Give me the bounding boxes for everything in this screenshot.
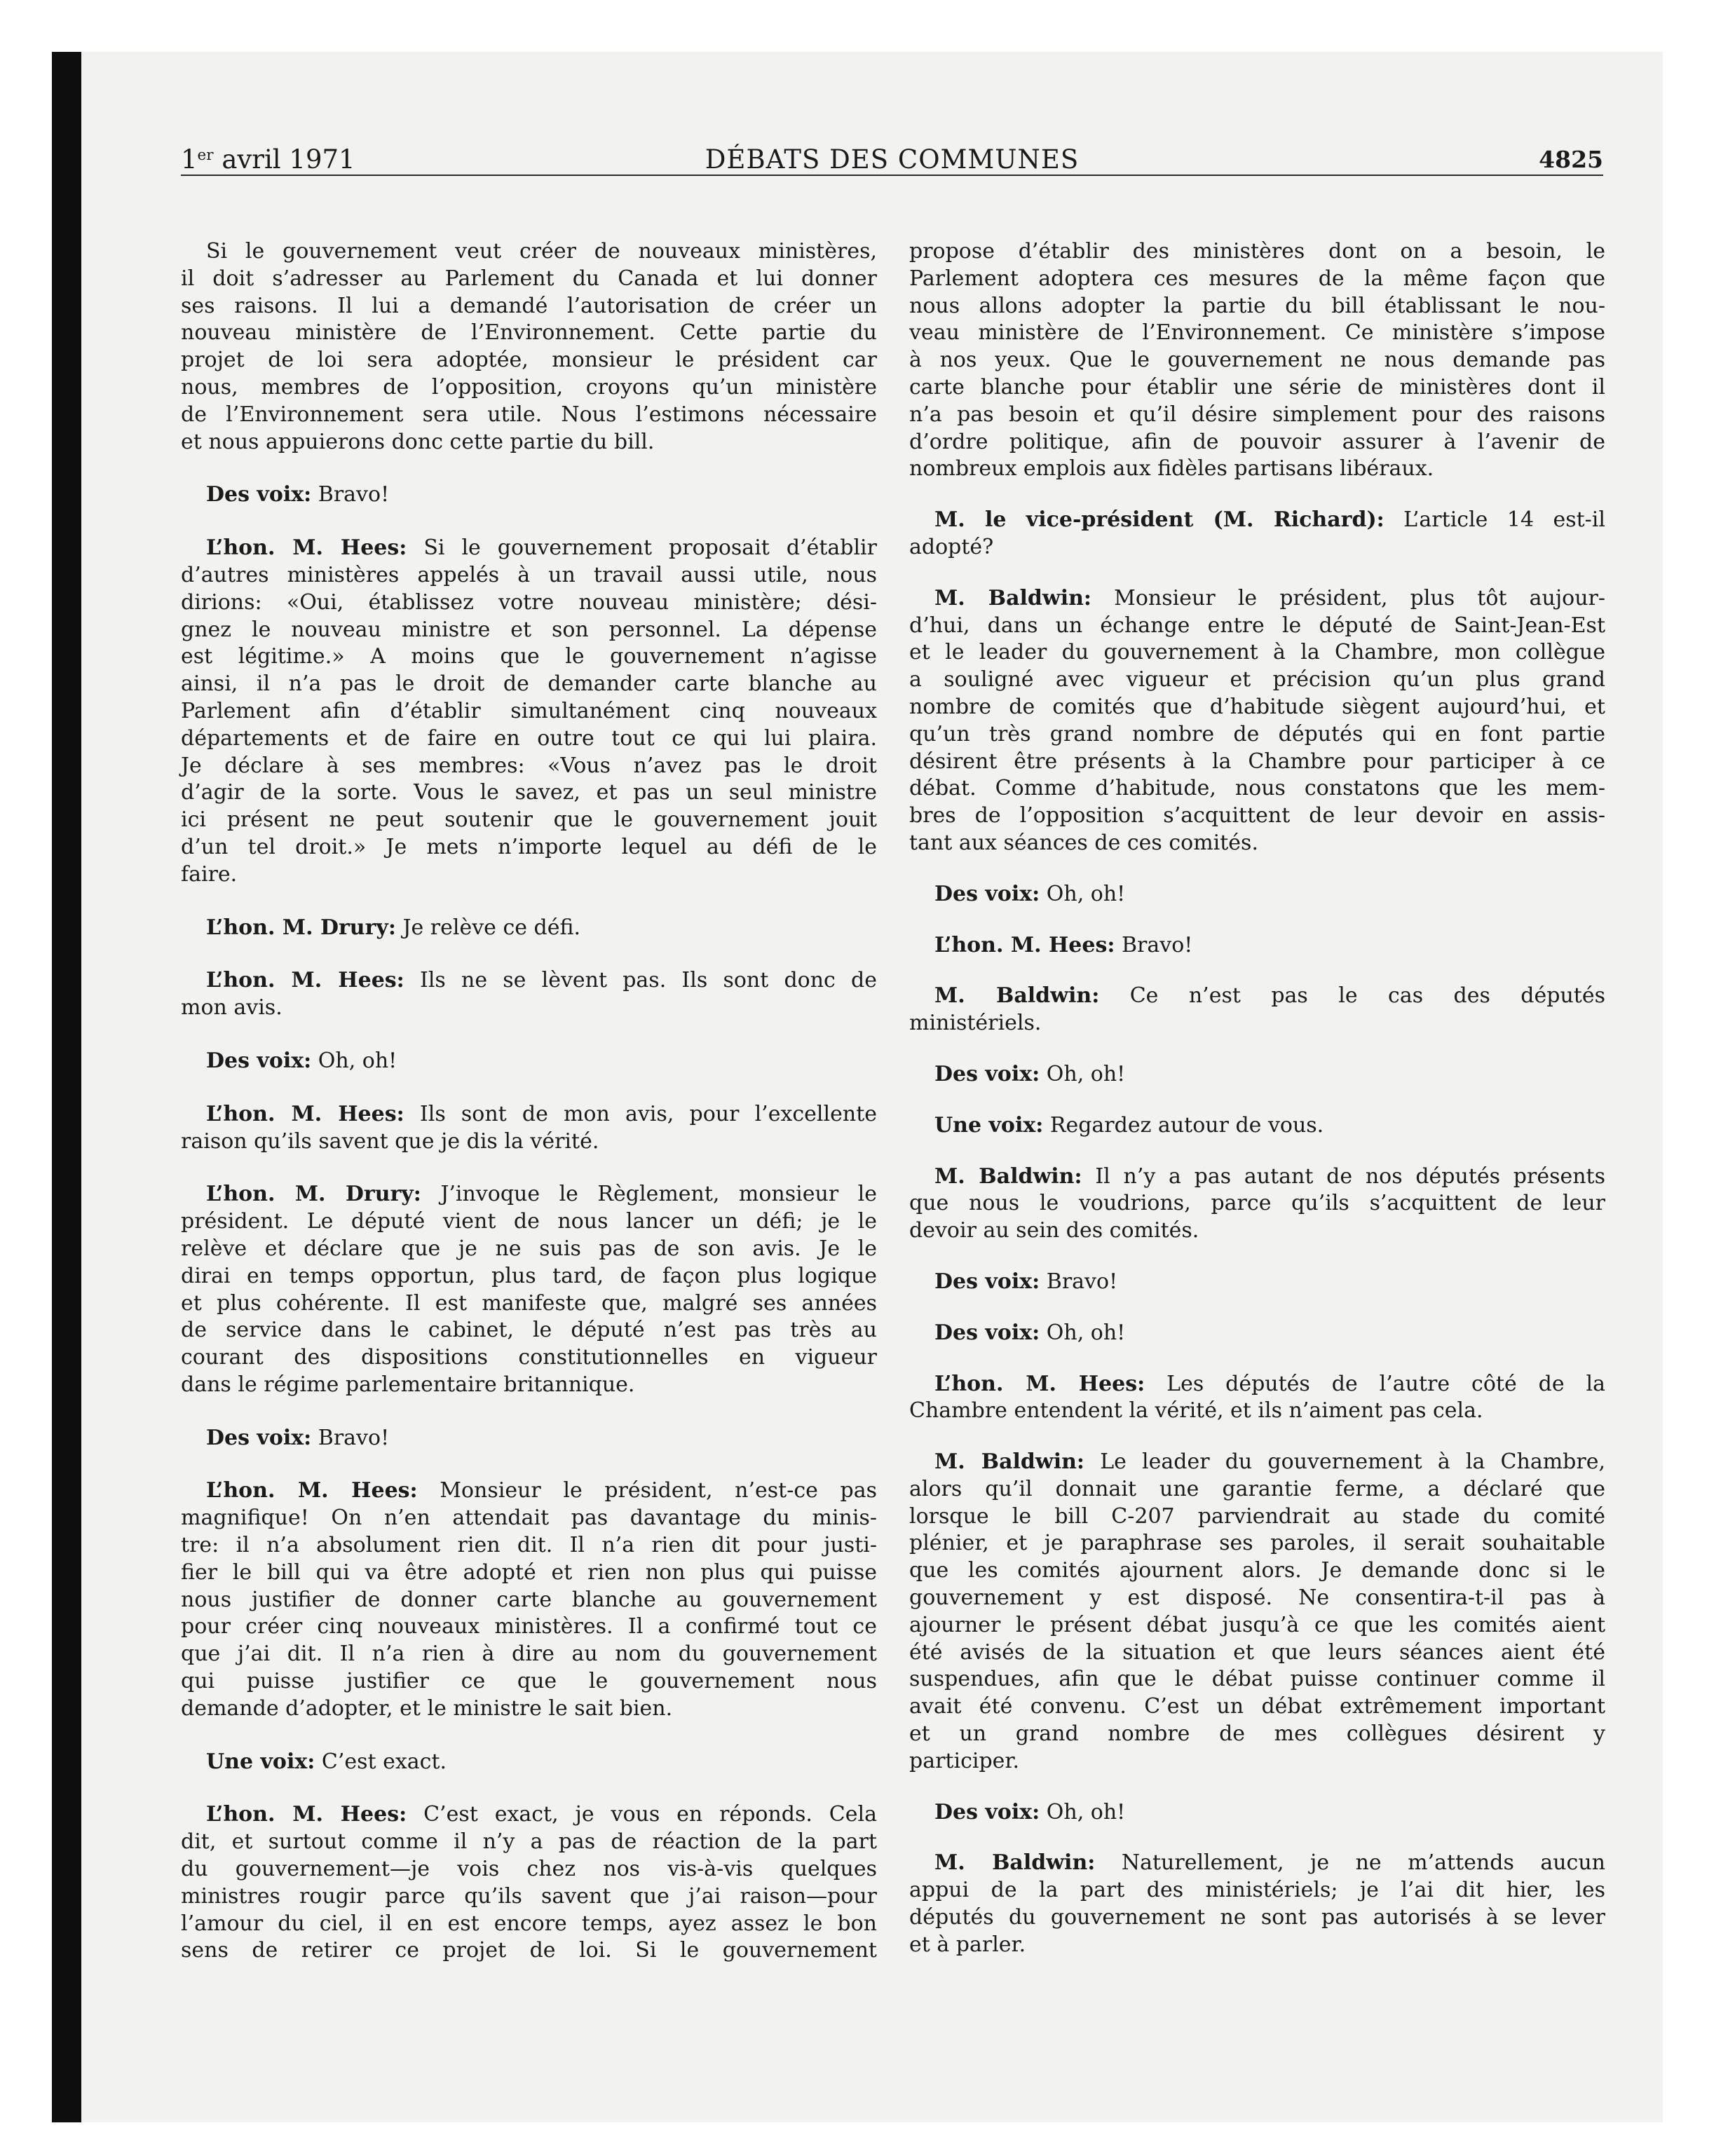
header-title: DÉBATS DES COMMUNES bbox=[705, 144, 1080, 175]
speaker-label: Une voix: bbox=[934, 1112, 1044, 1138]
speech-paragraph bbox=[909, 1799, 1605, 1827]
text-line: nous allons adopter la partie du bill établissant le nou- bbox=[909, 293, 1605, 318]
speech-paragraph bbox=[181, 482, 877, 509]
text-line: ainsi, il n’a pas le droit de demander carte blanche au bbox=[181, 671, 877, 697]
text-line: alors qu’il donnait une garantie ferme, a déclaré que bbox=[909, 1476, 1605, 1501]
speech-text: Je relève ce défi. bbox=[402, 915, 581, 940]
speaker-label: Une voix: bbox=[206, 1749, 315, 1774]
speaker-label: Des voix: bbox=[206, 1425, 312, 1450]
header-date-suffix: er bbox=[197, 146, 214, 165]
text-line bbox=[181, 535, 877, 562]
speaker-label: L’hon. M. Hees: bbox=[206, 968, 404, 993]
header-date-rest: avril 1971 bbox=[222, 144, 355, 175]
text-line: sens de retirer ce projet de loi. Si le gouvernement bbox=[181, 1938, 877, 1963]
text-line: et à parler. bbox=[909, 1932, 1026, 1957]
speech-paragraph bbox=[909, 585, 1605, 857]
text-line bbox=[909, 1164, 1605, 1191]
text-line: lorsque le bill C-207 parviendrait au stade du comité bbox=[909, 1503, 1605, 1529]
text-line bbox=[181, 1048, 877, 1075]
speech-text: Ils ne se lèvent pas. Ils sont donc de bbox=[419, 968, 878, 993]
speech-paragraph bbox=[909, 932, 1605, 960]
text-line: du gouvernement—je vois chez nos vis-à-vis quelques bbox=[181, 1857, 877, 1882]
speech-paragraph bbox=[909, 1061, 1605, 1089]
text-line bbox=[909, 1799, 1605, 1827]
text-line: nouveau ministère de l’Environnement. Cette partie du bbox=[181, 320, 877, 346]
speaker-label: L’hon. M. Hees: bbox=[934, 932, 1115, 957]
text-line: tant aux séances de ces comités. bbox=[909, 830, 1258, 855]
text-line: députés du gouvernement ne sont pas autorisés à se lever bbox=[909, 1905, 1605, 1930]
text-line bbox=[909, 1269, 1605, 1296]
text-line bbox=[909, 881, 1605, 908]
text-line: président. Le député vient de nous lancer un défi; je le bbox=[181, 1209, 877, 1234]
speaker-label: L’hon. M. Hees: bbox=[934, 1371, 1145, 1396]
header-date-day: 1 bbox=[181, 144, 198, 175]
text-line: nous, membres de l’opposition, croyons qu’un ministère bbox=[181, 374, 877, 400]
speech-paragraph bbox=[909, 1371, 1605, 1426]
text-line: faire. bbox=[181, 861, 238, 887]
speech-paragraph bbox=[909, 238, 1605, 483]
text-line bbox=[909, 1850, 1605, 1877]
speech-text: Monsieur le président, n’est-ce pas bbox=[440, 1478, 877, 1503]
speaker-label: Des voix: bbox=[934, 1799, 1040, 1824]
speaker-label: Des voix: bbox=[934, 1269, 1040, 1294]
speech-text: C’est exact. bbox=[321, 1749, 447, 1774]
text-line: nombreux emplois aux fidèles partisans libéraux. bbox=[909, 456, 1434, 482]
speech-paragraph bbox=[909, 983, 1605, 1037]
text-line bbox=[909, 1061, 1605, 1089]
text-line: qu’un très grand nombre de députés qui en font partie bbox=[909, 721, 1605, 746]
text-line: tre: il n’a absolument rien dit. Il n’a rien dit pour justi- bbox=[181, 1533, 877, 1558]
text-line: et le leader du gouvernement à la Chambre, mon collègue bbox=[909, 640, 1605, 665]
speech-paragraph bbox=[909, 1269, 1605, 1296]
text-line: carte blanche pour établir une série de ministères dont il bbox=[909, 374, 1605, 400]
text-line: Parlement adoptera ces mesures de la même façon que bbox=[909, 266, 1605, 291]
text-line: magnifique! On n’en attendait pas davantage du minis- bbox=[181, 1506, 877, 1531]
speech-text: Oh, oh! bbox=[1046, 881, 1126, 906]
text-line: a souligné avec vigueur et précision qu’un plus grand bbox=[909, 667, 1605, 692]
text-line bbox=[181, 1181, 877, 1208]
text-line: il doit s’adresser au Parlement du Canada et lui donner bbox=[181, 266, 877, 291]
text-line: d’agir de la sorte. Vous le savez, et pas un seul ministre bbox=[181, 780, 877, 805]
speech-text: Il n’y a pas autant de nos députés présents bbox=[1095, 1164, 1605, 1189]
speech-text: Oh, oh! bbox=[318, 1048, 397, 1073]
speaker-label: Des voix: bbox=[206, 482, 312, 507]
text-line: ministres rougir parce qu’ils savent que j’ai raison—pour bbox=[181, 1883, 877, 1909]
speaker-label: L’hon. M. Hees: bbox=[206, 1101, 404, 1126]
text-line: mon avis. bbox=[181, 995, 283, 1021]
text-line: propose d’établir des ministères dont on a besoin, le bbox=[909, 239, 1605, 264]
speech-text: Monsieur le président, plus tôt aujour- bbox=[1114, 585, 1605, 610]
text-line: ajourner le présent débat jusqu’à ce que les comités aient bbox=[909, 1612, 1605, 1637]
text-line: désirent être présents à la Chambre pour participer à ce bbox=[909, 749, 1605, 774]
text-line: dirions: «Oui, établissez votre nouveau ministère; dési- bbox=[181, 589, 877, 615]
speaker-label: M. Baldwin: bbox=[934, 1164, 1082, 1189]
text-line: appui de la part des ministériels; je l’ai dit hier, les bbox=[909, 1878, 1605, 1903]
text-line bbox=[181, 1101, 877, 1128]
text-line: est légitime.» A moins que le gouvernement n’agisse bbox=[181, 644, 877, 669]
speaker-label: L’hon. M. Hees: bbox=[206, 535, 407, 561]
text-line: et nous appuierons donc cette partie du bill. bbox=[181, 429, 655, 454]
speaker-label: M. le vice-président (M. Richard): bbox=[934, 507, 1384, 533]
text-line: débat. Comme d’habitude, nous constatons que les mem- bbox=[909, 776, 1605, 801]
left-column bbox=[181, 238, 877, 1965]
speech-paragraph bbox=[181, 535, 877, 888]
text-line: ici présent ne peut soutenir que le gouvernement jouit bbox=[181, 807, 877, 833]
text-line: suspendues, afin que le débat puisse continuer comme il bbox=[909, 1667, 1605, 1692]
text-line: l’amour du ciel, il en est encore temps, ayez assez le bon bbox=[181, 1911, 877, 1936]
text-line: dans le régime parlementaire britannique. bbox=[181, 1372, 635, 1397]
text-line: courant des dispositions constitutionnelles en vigueur bbox=[181, 1345, 877, 1370]
text-line bbox=[181, 1478, 877, 1505]
text-line: participer. bbox=[909, 1748, 1020, 1773]
text-line: fier le bill qui va être adopté et rien non plus qui puisse bbox=[181, 1560, 877, 1585]
text-line: nous justifier de donner carte blanche au gouvernement bbox=[181, 1587, 877, 1612]
text-line: dirai en temps opportun, plus tard, de façon plus logique bbox=[181, 1263, 877, 1288]
text-line bbox=[181, 967, 877, 995]
speech-paragraph bbox=[181, 967, 877, 1022]
speech-text: Le leader du gouvernement à la Chambre, bbox=[1100, 1449, 1606, 1475]
text-line bbox=[181, 1425, 877, 1452]
speech-text: L’article 14 est-il bbox=[1403, 507, 1605, 533]
speech-paragraph bbox=[181, 1048, 877, 1075]
speaker-label: L’hon. M. Drury: bbox=[206, 915, 396, 940]
speech-text: Ils sont de mon avis, pour l’excellente bbox=[419, 1101, 878, 1126]
text-line: dit, et surtout comme il n’y a pas de réaction de la part bbox=[181, 1829, 877, 1855]
speech-paragraph bbox=[181, 1749, 877, 1776]
speech-paragraph bbox=[909, 1320, 1605, 1347]
text-line: que nous le voudrions, parce qu’ils s’acquittent de leur bbox=[909, 1191, 1605, 1216]
text-line: plénier, et je paraphrase ses paroles, il serait souhaitable bbox=[909, 1531, 1605, 1556]
text-line bbox=[909, 1371, 1605, 1398]
text-line: gnez le nouveau ministre et son personnel. La dépense bbox=[181, 617, 877, 642]
text-line bbox=[181, 1749, 877, 1776]
speech-paragraph bbox=[181, 1425, 877, 1452]
text-line: Parlement afin d’établir simultanément cinq nouveaux bbox=[181, 698, 877, 723]
speech-text: Oh, oh! bbox=[1046, 1799, 1126, 1824]
speech-paragraph bbox=[909, 881, 1605, 908]
text-line bbox=[181, 915, 877, 942]
text-line: que les comités ajournent alors. Je demande donc si le bbox=[909, 1558, 1605, 1583]
text-line: et plus cohérente. Il est manifeste que, malgré ses années bbox=[181, 1290, 877, 1316]
speech-text: Si le gouvernement proposait d’établir bbox=[423, 535, 877, 561]
text-line bbox=[909, 983, 1605, 1010]
text-line: de service dans le cabinet, le député n’est pas très au bbox=[181, 1318, 877, 1343]
speech-text: Les députés de l’autre côté de la bbox=[1166, 1371, 1605, 1396]
text-line: d’un tel droit.» Je mets n’importe lequel au défi de le bbox=[181, 834, 877, 859]
speech-text: Bravo! bbox=[1122, 932, 1193, 957]
text-line: n’a pas besoin et qu’il désire simplement pour des raisons bbox=[909, 402, 1605, 427]
speech-text: Naturellement, je ne m’attends aucun bbox=[1121, 1850, 1605, 1876]
speech-paragraph bbox=[181, 915, 877, 942]
text-line: relève et déclare que je ne suis pas de son avis. Je le bbox=[181, 1236, 877, 1261]
speech-text: Bravo! bbox=[318, 1425, 390, 1450]
text-line: pour créer cinq nouveaux ministères. Il a confirmé tout ce bbox=[181, 1614, 877, 1639]
speaker-label: Des voix: bbox=[934, 881, 1040, 906]
text-line: de l’Environnement sera utile. Nous l’estimons nécessaire bbox=[181, 402, 877, 427]
text-line: gouvernement y est disposé. Ne consentira-t-il pas à bbox=[909, 1585, 1605, 1611]
speech-text: Oh, oh! bbox=[1046, 1061, 1126, 1086]
text-line: veau ministère de l’Environnement. Ce ministère s’impose bbox=[909, 320, 1605, 346]
speech-paragraph bbox=[909, 507, 1605, 561]
speech-text: J’invoque le Règlement, monsieur le bbox=[440, 1182, 877, 1207]
text-line: et un grand nombre de mes collègues désirent y bbox=[909, 1721, 1605, 1747]
text-line: raison qu’ils savent que je dis la vérité. bbox=[181, 1128, 599, 1154]
text-line: que j’ai dit. Il n’a rien à dire au nom du gouvernement bbox=[181, 1642, 877, 1667]
speech-text: Oh, oh! bbox=[1046, 1320, 1126, 1345]
text-line: avait été convenu. C’est un débat extrêmement important bbox=[909, 1694, 1605, 1719]
text-line: adopté? bbox=[909, 534, 994, 559]
text-line bbox=[909, 1112, 1605, 1140]
speaker-label: M. Baldwin: bbox=[934, 585, 1091, 610]
text-line: Je déclare à ses membres: «Vous n’avez pas le droit bbox=[181, 753, 877, 778]
speech-paragraph bbox=[909, 1850, 1605, 1958]
text-line: d’ordre politique, afin de pouvoir assurer à l’avenir de bbox=[909, 429, 1605, 454]
text-line: à nos yeux. Que le gouvernement ne nous demande pas bbox=[909, 348, 1605, 373]
speech-paragraph bbox=[181, 1801, 877, 1965]
speech-paragraph bbox=[909, 1112, 1605, 1140]
running-header bbox=[181, 144, 1603, 175]
speech-paragraph bbox=[909, 1164, 1605, 1245]
right-column bbox=[909, 238, 1605, 1959]
speech-paragraph bbox=[909, 1449, 1605, 1775]
text-line: été avisés de la situation et que leurs séances aient été bbox=[909, 1639, 1605, 1665]
speaker-label: M. Baldwin: bbox=[934, 983, 1100, 1009]
speech-paragraph bbox=[181, 1478, 877, 1722]
text-line: projet de loi sera adoptée, monsieur le président car bbox=[181, 348, 877, 373]
speech-text: C’est exact, je vous en réponds. Cela bbox=[423, 1802, 877, 1827]
text-line bbox=[909, 1449, 1605, 1476]
speaker-label: L’hon. M. Drury: bbox=[206, 1182, 421, 1207]
speech-text: Bravo! bbox=[318, 482, 390, 507]
text-line bbox=[181, 1801, 877, 1829]
header-rule bbox=[181, 175, 1603, 176]
text-line: d’hui, dans un échange entre le député de Saint-Jean-Est bbox=[909, 613, 1605, 638]
text-line: devoir au sein des comités. bbox=[909, 1218, 1199, 1243]
text-line: ses raisons. Il lui a demandé l’autorisation de créer un bbox=[181, 293, 877, 318]
text-line bbox=[909, 932, 1605, 960]
text-line: ministériels. bbox=[909, 1011, 1042, 1036]
text-line bbox=[909, 1320, 1605, 1347]
text-line: nombre de comités que d’habitude siègent aujourd’hui, et bbox=[909, 694, 1605, 719]
text-line bbox=[909, 507, 1605, 534]
speech-paragraph bbox=[181, 238, 877, 456]
speaker-label: Des voix: bbox=[206, 1048, 312, 1073]
text-line bbox=[181, 482, 877, 509]
text-line: Si le gouvernement veut créer de nouveaux ministères, bbox=[206, 239, 877, 264]
text-line: départements et de faire en outre tout ce qui lui plaira. bbox=[181, 725, 877, 751]
text-line bbox=[909, 585, 1605, 613]
speaker-label: Des voix: bbox=[934, 1061, 1040, 1086]
text-line: bres de l’opposition s’acquittent de leur devoir en assis- bbox=[909, 803, 1605, 828]
speaker-label: L’hon. M. Hees: bbox=[206, 1478, 418, 1503]
speech-text: Regardez autour de vous. bbox=[1049, 1112, 1324, 1138]
speech-paragraph bbox=[181, 1181, 877, 1398]
speaker-label: L’hon. M. Hees: bbox=[206, 1802, 407, 1827]
speaker-label: M. Baldwin: bbox=[934, 1850, 1096, 1876]
speech-text: Bravo! bbox=[1046, 1269, 1118, 1294]
text-line: demande d’adopter, et le ministre le sait bien. bbox=[181, 1696, 673, 1721]
speaker-label: M. Baldwin: bbox=[934, 1449, 1085, 1475]
text-line: d’autres ministères appelés à un travail aussi utile, nous bbox=[181, 562, 877, 587]
speech-text: Ce n’est pas le cas des députés bbox=[1129, 983, 1605, 1009]
page-number: 4825 bbox=[1539, 146, 1603, 173]
speech-paragraph bbox=[181, 1101, 877, 1156]
text-line: qui puisse justifier ce que le gouvernement nous bbox=[181, 1669, 877, 1694]
text-line: Chambre entendent la vérité, et ils n’aiment pas cela. bbox=[909, 1398, 1483, 1424]
scan-edge-shadow bbox=[52, 52, 81, 2122]
speaker-label: Des voix: bbox=[934, 1320, 1040, 1345]
